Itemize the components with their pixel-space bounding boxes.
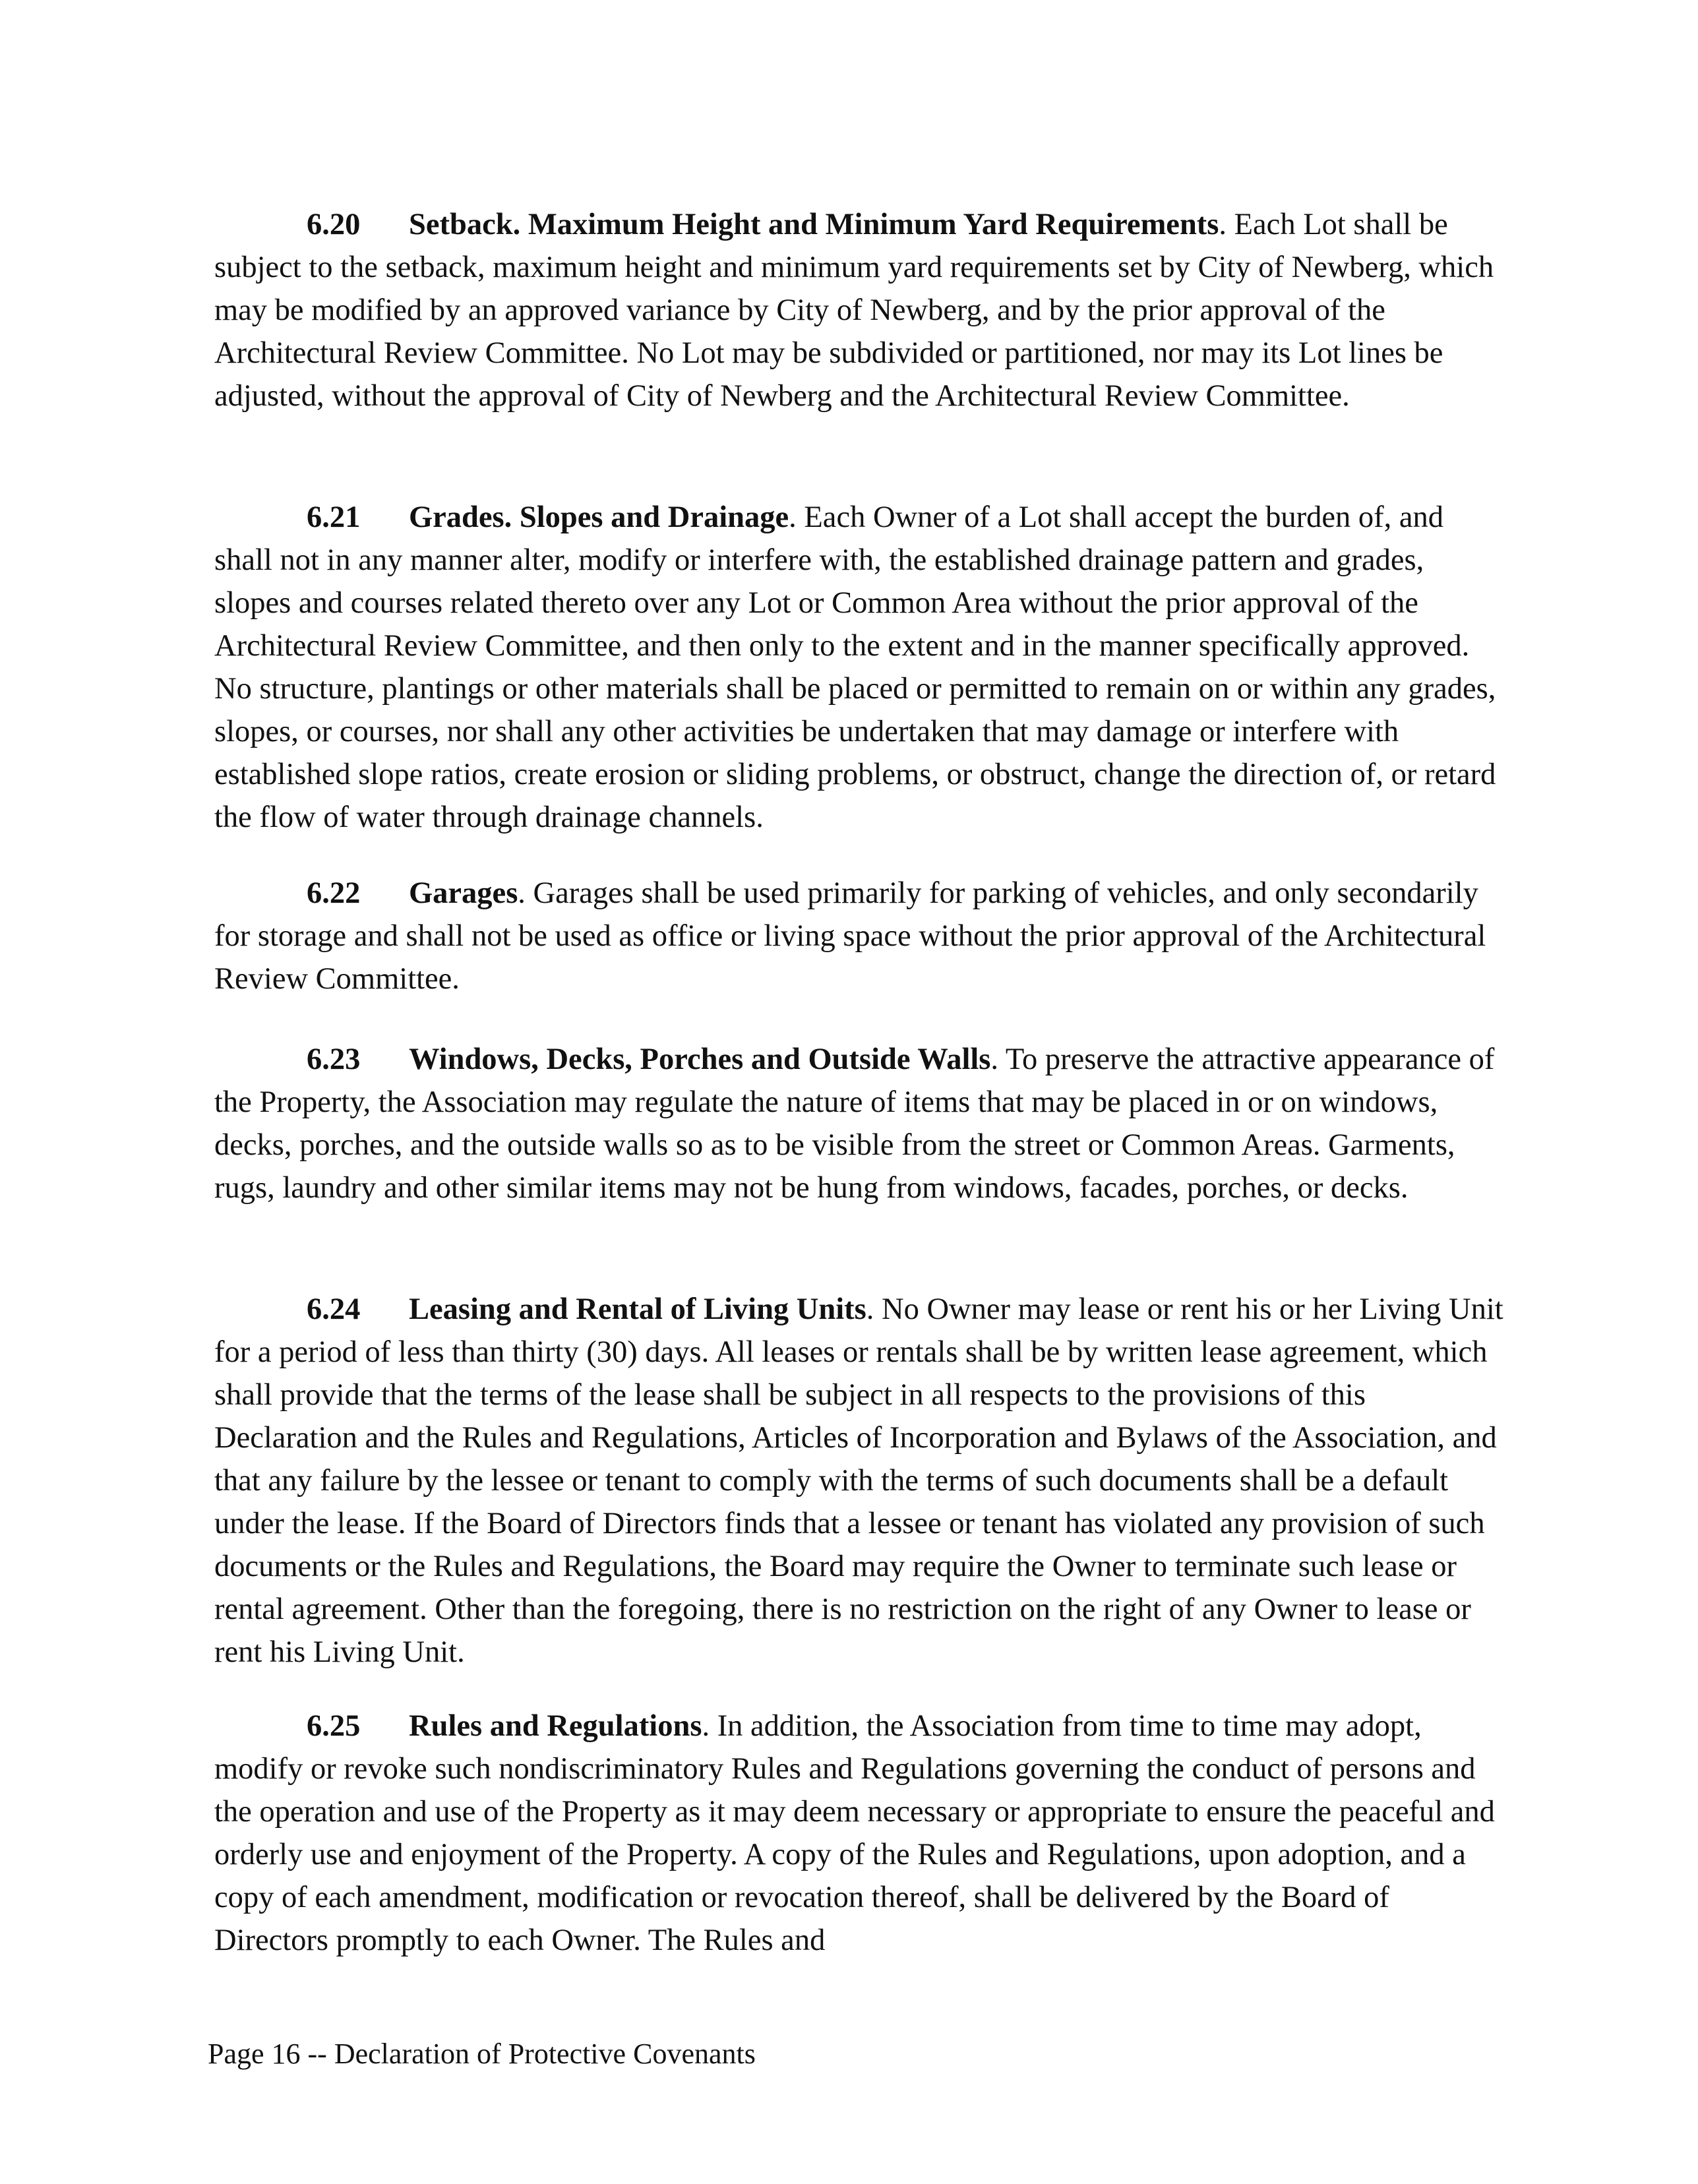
section-heading: Grades. Slopes and Drainage	[409, 501, 789, 534]
section-text: In addition, the Association from time to time may adopt, modify or revoke such nondiscriminatory Rules and Regulations governing the conduct of persons and the operation and use of the Property as it may deem necessary or appropriate to ensure the peaceful and orderly use and enjoyment of the Property. A copy of the Rules and Regulations, upon adoption, and a copy of each amendment, modification or revocation thereof, shall be delivered by the Board of Directors promptly to each Owner. The Rules and	[214, 1709, 1495, 1957]
section-6-23: 6.23 Windows, Decks, Porches and Outside Walls. To preserve the attractive appearance of the Property, the Association may regulate the nature of items that may be placed in or on windows, decks, porches, and the outside walls so as to be visible from the street or Common Areas. Garments, rugs, laundry and other similar items may not be hung from windows, facades, porches, or decks.	[214, 1038, 1503, 1209]
section-heading: Leasing and Rental of Living Units	[409, 1292, 866, 1326]
section-text: Each Owner of a Lot shall accept the burden of, and shall not in any manner alter, modify or interfere with, the established drainage pattern and grades, slopes and courses related thereto over any Lot or Common Area without the prior approval of the Architectural Review Committee, and then only to the extent and in the manner specifically approved. No structure, plantings or other materials shall be placed or permitted to remain on or within any grades, slopes, or courses, nor shall any other activities be undertaken that may damage or interfere with established slope ratios, create erosion or sliding problems, or obstruct, change the direction of, or retard the flow of water through drainage channels.	[214, 501, 1496, 834]
section-number: 6.21	[307, 501, 361, 534]
section-number: 6.25	[307, 1709, 361, 1743]
section-text: To preserve the attractive appearance of the Property, the Association may regulate the nature of items that may be placed in or on windows, decks, porches, and the outside walls so as to be visible from the street or Common Areas. Garments, rugs, laundry and other similar items may not be hung from windows, facades, porches, or decks.	[214, 1043, 1495, 1205]
section-number: 6.22	[307, 876, 361, 910]
section-heading: Setback. Maximum Height and Minimum Yard Requirements	[409, 208, 1219, 241]
section-6-22: 6.22 Garages. Garages shall be used primarily for parking of vehicles, and only secondarily for storage and shall not be used as office or living space without the prior approval of the Architectural Review Committee.	[214, 872, 1503, 1000]
section-number: 6.24	[307, 1292, 361, 1326]
section-6-21: 6.21 Grades. Slopes and Drainage. Each Owner of a Lot shall accept the burden of, and shall not in any manner alter, modify or interfere with, the established drainage pattern and grades, slopes and courses related thereto over any Lot or Common Area without the prior approval of the Architectural Review Committee, and then only to the extent and in the manner specifically approved. No structure, plantings or other materials shall be placed or permitted to remain on or within any grades, slopes, or courses, nor shall any other activities be undertaken that may damage or interfere with established slope ratios, create erosion or sliding problems, or obstruct, change the direction of, or retard the flow of water through drainage channels.	[214, 496, 1503, 839]
section-number: 6.20	[307, 208, 361, 241]
section-6-20: 6.20 Setback. Maximum Height and Minimum Yard Requirements. Each Lot shall be subject to the setback, maximum height and minimum yard requirements set by City of Newberg, which may be modified by an approved variance by City of Newberg, and by the prior approval of the Architectural Review Committee. No Lot may be subdivided or partitioned, nor may its Lot lines be adjusted, without the approval of City of Newberg and the Architectural Review Committee.	[214, 203, 1503, 417]
section-text: Garages shall be used primarily for parking of vehicles, and only secondarily for storage and shall not be used as office or living space without the prior approval of the Architectural Review Committee.	[214, 876, 1486, 996]
section-text: Each Lot shall be subject to the setback, maximum height and minimum yard requirements set by City of Newberg, which may be modified by an approved variance by City of Newberg, and by the prior approval of the Architectural Review Committee. No Lot may be subdivided or partitioned, nor may its Lot lines be adjusted, without the approval of City of Newberg and the Architectural Review Committee.	[214, 208, 1494, 413]
section-number: 6.23	[307, 1043, 361, 1076]
section-6-24: 6.24 Leasing and Rental of Living Units. No Owner may lease or rent his or her Living Unit for a period of less than thirty (30) days. All leases or rentals shall be by written lease agreement, which shall provide that the terms of the lease shall be subject in all respects to the provisions of this Declaration and the Rules and Regulations, Articles of Incorporation and Bylaws of the Association, and that any failure by the lessee or tenant to comply with the terms of such documents shall be a default under the lease. If the Board of Directors finds that a lessee or tenant has violated any provision of such documents or the Rules and Regulations, the Board may require the Owner to terminate such lease or rental agreement. Other than the foregoing, there is no restriction on the right of any Owner to lease or rent his Living Unit.	[214, 1288, 1503, 1674]
section-heading: Garages	[409, 876, 518, 910]
section-text: No Owner may lease or rent his or her Living Unit for a period of less than thirty (30) days. All leases or rentals shall be by written lease agreement, which shall provide that the terms of the lease shall be subject in all respects to the provisions of this Declaration and the Rules and Regulations, Articles of Incorporation and Bylaws of the Association, and that any failure by the lessee or tenant to comply with the terms of such documents shall be a default under the lease. If the Board of Directors finds that a lessee or tenant has violated any provision of such documents or the Rules and Regulations, the Board may require the Owner to terminate such lease or rental agreement. Other than the foregoing, there is no restriction on the right of any Owner to lease or rent his Living Unit.	[214, 1292, 1503, 1669]
page-footer: Page 16 -- Declaration of Protective Covenants	[208, 2038, 756, 2070]
section-heading: Windows, Decks, Porches and Outside Walls	[409, 1043, 991, 1076]
section-6-25: 6.25 Rules and Regulations. In addition, the Association from time to time may adopt, modify or revoke such nondiscriminatory Rules and Regulations governing the conduct of persons and the operation and use of the Property as it may deem necessary or appropriate to ensure the peaceful and orderly use and enjoyment of the Property. A copy of the Rules and Regulations, upon adoption, and a copy of each amendment, modification or revocation thereof, shall be delivered by the Board of Directors promptly to each Owner. The Rules and	[214, 1705, 1503, 1962]
section-heading: Rules and Regulations	[409, 1709, 702, 1743]
